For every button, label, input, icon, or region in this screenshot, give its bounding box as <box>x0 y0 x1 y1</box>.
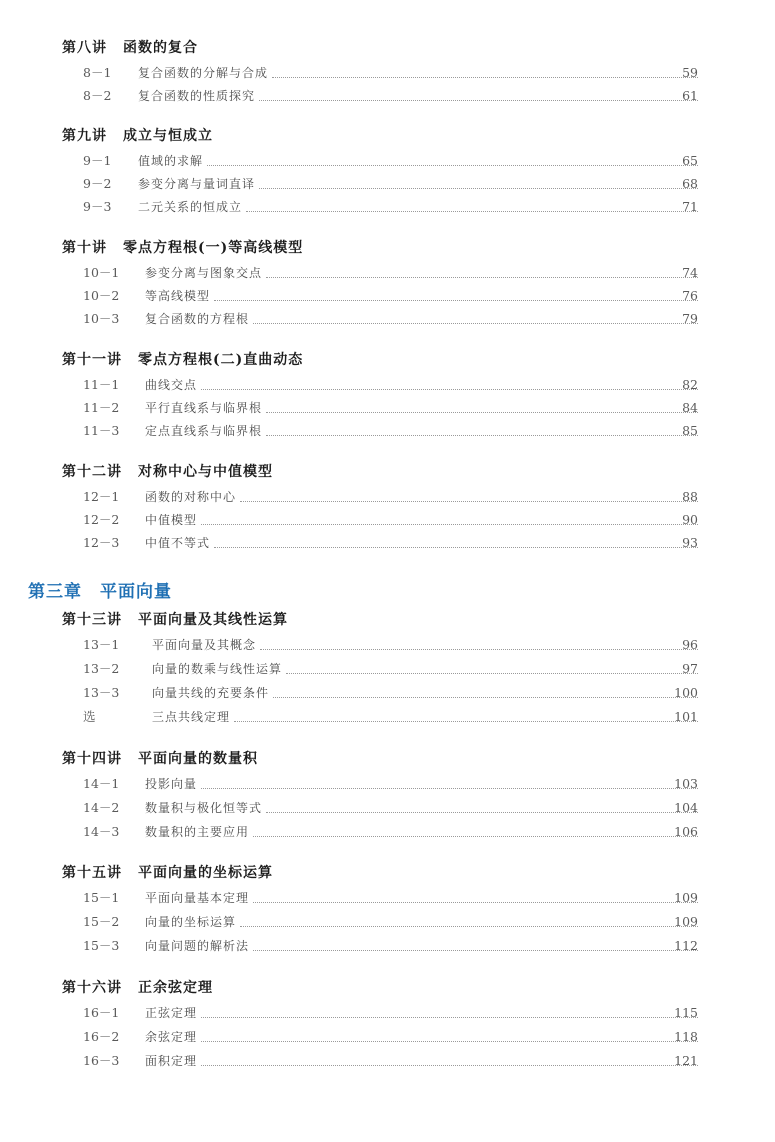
toc-entry[interactable]: 12－3 中值不等式 93 <box>83 535 698 550</box>
toc-entry[interactable]: 8－1 复合函数的分解与合成 59 <box>83 65 698 80</box>
lecture-title: 第十二讲 对称中心与中值模型 <box>62 464 273 480</box>
toc-entry[interactable]: 9－1 值域的求解 65 <box>83 153 698 168</box>
lecture-title: 第九讲 成立与恒成立 <box>62 128 213 144</box>
chapter-heading: 第三章 平面向量 <box>28 582 172 602</box>
lecture-title: 第十四讲 平面向量的数量积 <box>62 751 258 767</box>
toc-entry[interactable]: 11－1 曲线交点 82 <box>83 377 698 392</box>
toc-entry[interactable]: 15－1 平面向量基本定理 109 <box>83 890 698 905</box>
toc-entry[interactable]: 14－1 投影向量 103 <box>83 776 698 791</box>
toc-entry[interactable]: 16－3 面积定理 121 <box>83 1053 698 1068</box>
lecture-title: 第八讲 函数的复合 <box>62 40 198 56</box>
toc-entry[interactable]: 13－1 平面向量及其概念 96 <box>83 637 698 652</box>
lecture-title: 第十五讲 平面向量的坐标运算 <box>62 865 273 881</box>
toc-entry[interactable]: 13－2 向量的数乘与线性运算 97 <box>83 661 698 676</box>
toc-entry[interactable]: 选 三点共线定理 101 <box>83 709 698 724</box>
toc-entry[interactable]: 11－2 平行直线系与临界根 84 <box>83 400 698 415</box>
toc-entry[interactable]: 10－1 参变分离与图象交点 74 <box>83 265 698 280</box>
toc-entry[interactable]: 9－2 参变分离与量词直译 68 <box>83 176 698 191</box>
toc-entry[interactable]: 10－3 复合函数的方程根 79 <box>83 311 698 326</box>
toc-entry[interactable]: 15－3 向量问题的解析法 112 <box>83 938 698 953</box>
toc-entry[interactable]: 16－2 余弦定理 118 <box>83 1029 698 1044</box>
lecture-title: 第十一讲 零点方程根(二)直曲动态 <box>62 352 304 368</box>
toc-entry[interactable]: 12－2 中值模型 90 <box>83 512 698 527</box>
toc-entry[interactable]: 9－3 二元关系的恒成立 71 <box>83 199 698 214</box>
lecture-title: 第十六讲 正余弦定理 <box>62 980 213 996</box>
toc-entry[interactable]: 8－2 复合函数的性质探究 61 <box>83 88 698 103</box>
toc-entry[interactable]: 10－2 等高线模型 76 <box>83 288 698 303</box>
toc-entry[interactable]: 15－2 向量的坐标运算 109 <box>83 914 698 929</box>
lecture-title: 第十三讲 平面向量及其线性运算 <box>62 612 288 628</box>
toc-entry[interactable]: 14－2 数量积与极化恒等式 104 <box>83 800 698 815</box>
toc-entry[interactable]: 13－3 向量共线的充要条件 100 <box>83 685 698 700</box>
lecture-title: 第十讲 零点方程根(一)等高线模型 <box>62 240 304 256</box>
toc-entry[interactable]: 14－3 数量积的主要应用 106 <box>83 824 698 839</box>
toc-entry[interactable]: 11－3 定点直线系与临界根 85 <box>83 423 698 438</box>
toc-entry[interactable]: 16－1 正弦定理 115 <box>83 1005 698 1020</box>
toc-entry[interactable]: 12－1 函数的对称中心 88 <box>83 489 698 504</box>
